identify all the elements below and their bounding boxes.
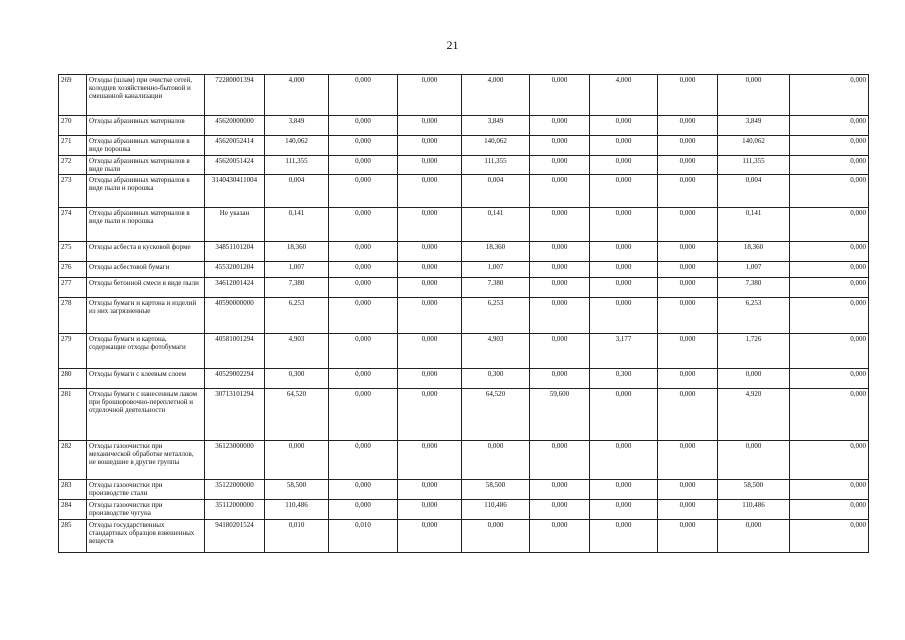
value-cell: 0,000 [658, 75, 718, 116]
value-cell: 0,000 [530, 242, 590, 262]
value-cell: 0,000 [590, 156, 658, 175]
value-cell: 0,000 [398, 208, 462, 242]
value-cell: 0,000 [329, 208, 398, 242]
value-cell: 0,000 [590, 136, 658, 156]
row-number-cell: 274 [59, 208, 87, 242]
row-number-cell: 276 [59, 262, 87, 278]
value-cell: 0,000 [530, 262, 590, 278]
row-number-cell: 279 [59, 334, 87, 369]
waste-code-cell: 40529002294 [205, 369, 265, 389]
value-cell: 0,000 [790, 441, 869, 480]
waste-name-cell: Отходы абразивных материалов в виде пыли и порошка [87, 208, 205, 242]
value-cell: 110,486 [265, 500, 329, 520]
value-cell: 0,000 [658, 208, 718, 242]
value-cell: 0,000 [398, 116, 462, 136]
value-cell: 64,520 [462, 389, 530, 441]
value-cell: 4,000 [462, 75, 530, 116]
value-cell: 59,600 [530, 389, 590, 441]
value-cell: 111,355 [462, 156, 530, 175]
row-number-cell: 284 [59, 500, 87, 520]
value-cell: 0,000 [530, 75, 590, 116]
value-cell: 0,010 [265, 520, 329, 553]
value-cell: 0,000 [530, 520, 590, 553]
value-cell: 0,000 [398, 334, 462, 369]
value-cell: 64,520 [265, 389, 329, 441]
value-cell: 3,849 [462, 116, 530, 136]
waste-table-body [59, 75, 869, 553]
row-number-cell: 285 [59, 520, 87, 553]
value-cell: 0,000 [590, 500, 658, 520]
waste-name-cell: Отходы асбестовой бумаги [87, 262, 205, 278]
table-row [59, 75, 869, 116]
value-cell: 0,000 [658, 334, 718, 369]
value-cell: 0,141 [265, 208, 329, 242]
value-cell: 18,360 [462, 242, 530, 262]
value-cell: 0,141 [462, 208, 530, 242]
value-cell: 0,000 [462, 441, 530, 480]
value-cell: 0,300 [462, 369, 530, 389]
value-cell: 3,177 [590, 334, 658, 369]
value-cell: 0,300 [265, 369, 329, 389]
waste-name-cell: Отходы абразивных материалов [87, 116, 205, 136]
value-cell: 0,000 [530, 208, 590, 242]
value-cell: 0,000 [790, 369, 869, 389]
value-cell: 0,000 [329, 334, 398, 369]
row-number-cell: 278 [59, 298, 87, 334]
row-number-cell: 280 [59, 369, 87, 389]
value-cell: 0,000 [790, 278, 869, 298]
waste-code-cell: 45532001204 [205, 262, 265, 278]
value-cell: 0,000 [329, 156, 398, 175]
table-row [59, 242, 869, 262]
waste-name-cell: Отходы бумаги и картона, содержащие отходы фотобумаги [87, 334, 205, 369]
value-cell: 0,004 [462, 175, 530, 208]
table-row [59, 278, 869, 298]
value-cell: 0,000 [790, 480, 869, 500]
value-cell: 0,000 [658, 116, 718, 136]
value-cell: 0,000 [398, 242, 462, 262]
value-cell: 0,000 [718, 520, 790, 553]
table-row [59, 334, 869, 369]
value-cell: 0,300 [590, 369, 658, 389]
waste-code-cell: 35112000000 [205, 500, 265, 520]
value-cell: 0,000 [398, 500, 462, 520]
value-cell: 0,010 [329, 520, 398, 553]
value-cell: 4,903 [462, 334, 530, 369]
value-cell: 0,000 [398, 480, 462, 500]
value-cell: 0,000 [658, 262, 718, 278]
waste-code-cell: 45620051424 [205, 156, 265, 175]
value-cell: 0,000 [718, 441, 790, 480]
waste-name-cell: Отходы (шлам) при очистке сетей, колодцев хозяйственно-бытовой и смешанной канализации [87, 75, 205, 116]
table-row [59, 262, 869, 278]
value-cell: 4,920 [718, 389, 790, 441]
value-cell: 0,000 [658, 500, 718, 520]
table-row [59, 156, 869, 175]
value-cell: 4,000 [265, 75, 329, 116]
waste-name-cell: Отходы абразивных материалов в виде порошка [87, 136, 205, 156]
value-cell: 0,000 [329, 441, 398, 480]
value-cell: 0,000 [790, 262, 869, 278]
value-cell: 0,000 [530, 278, 590, 298]
value-cell: 0,000 [658, 480, 718, 500]
value-cell: 0,000 [530, 500, 590, 520]
waste-name-cell: Отходы бетонной смеси в виде пыли [87, 278, 205, 298]
value-cell: 0,000 [530, 334, 590, 369]
value-cell: 0,000 [329, 136, 398, 156]
value-cell: 0,000 [658, 520, 718, 553]
value-cell: 110,486 [462, 500, 530, 520]
value-cell: 6,253 [265, 298, 329, 334]
waste-name-cell: Отходы бумаги с нанесенным лаком при брошюровочно-переплетной и отделочной деятельности [87, 389, 205, 441]
waste-code-cell: 3140430411004 [205, 175, 265, 208]
value-cell: 0,000 [329, 242, 398, 262]
value-cell: 0,000 [329, 75, 398, 116]
waste-name-cell: Отходы бумаги и картона и изделий из них загрязненные [87, 298, 205, 334]
value-cell: 4,000 [590, 75, 658, 116]
value-cell: 0,000 [398, 136, 462, 156]
value-cell: 140,062 [265, 136, 329, 156]
waste-name-cell: Отходы абразивных материалов в виде пыли [87, 156, 205, 175]
waste-code-cell: 40590000000 [205, 298, 265, 334]
value-cell: 0,000 [329, 278, 398, 298]
waste-code-cell: 94180201524 [205, 520, 265, 553]
table-row [59, 441, 869, 480]
waste-name-cell: Отходы асбеста в кусковой форме [87, 242, 205, 262]
waste-code-cell: 36123000000 [205, 441, 265, 480]
value-cell: 1,007 [265, 262, 329, 278]
value-cell: 7,380 [462, 278, 530, 298]
waste-name-cell: Отходы государственных стандартных образцов взвешенных веществ [87, 520, 205, 553]
value-cell: 0,000 [658, 278, 718, 298]
page-number: 21 [446, 38, 459, 52]
value-cell: 0,000 [590, 441, 658, 480]
value-cell: 0,000 [590, 262, 658, 278]
waste-table [58, 74, 869, 553]
value-cell: 0,000 [590, 242, 658, 262]
value-cell: 0,000 [329, 369, 398, 389]
value-cell: 0,000 [790, 520, 869, 553]
value-cell: 0,000 [590, 175, 658, 208]
value-cell: 0,000 [790, 500, 869, 520]
value-cell: 140,062 [718, 136, 790, 156]
waste-name-cell: Отходы газоочистки при производстве стали [87, 480, 205, 500]
waste-code-cell: 30713101294 [205, 389, 265, 441]
value-cell: 1,007 [462, 262, 530, 278]
value-cell: 0,000 [790, 208, 869, 242]
row-number-cell: 277 [59, 278, 87, 298]
row-number-cell: 275 [59, 242, 87, 262]
value-cell: 0,000 [530, 156, 590, 175]
value-cell: 0,000 [790, 116, 869, 136]
value-cell: 6,253 [718, 298, 790, 334]
value-cell: 0,000 [590, 480, 658, 500]
value-cell: 0,000 [329, 298, 398, 334]
value-cell: 0,000 [329, 389, 398, 441]
value-cell: 0,000 [790, 389, 869, 441]
value-cell: 18,360 [265, 242, 329, 262]
row-number-cell: 282 [59, 441, 87, 480]
waste-name-cell: Отходы газоочистки при производстве чугуна [87, 500, 205, 520]
value-cell: 7,380 [265, 278, 329, 298]
value-cell: 0,000 [398, 175, 462, 208]
table-row [59, 208, 869, 242]
value-cell: 0,000 [790, 298, 869, 334]
value-cell: 0,000 [590, 389, 658, 441]
value-cell: 0,000 [790, 242, 869, 262]
value-cell: 0,000 [329, 480, 398, 500]
value-cell: 0,000 [398, 369, 462, 389]
value-cell: 0,000 [530, 441, 590, 480]
value-cell: 0,000 [530, 369, 590, 389]
value-cell: 0,000 [590, 520, 658, 553]
value-cell: 0,000 [658, 156, 718, 175]
value-cell: 111,355 [265, 156, 329, 175]
waste-code-cell: 35122000000 [205, 480, 265, 500]
value-cell: 0,000 [718, 369, 790, 389]
waste-code-cell: 34851101204 [205, 242, 265, 262]
value-cell: 0,000 [398, 441, 462, 480]
row-number-cell: 283 [59, 480, 87, 500]
waste-code-cell: 40581001294 [205, 334, 265, 369]
value-cell: 6,253 [462, 298, 530, 334]
table-row [59, 369, 869, 389]
value-cell: 18,360 [718, 242, 790, 262]
value-cell: 0,000 [658, 298, 718, 334]
waste-name-cell: Отходы газоочистки при механической обработке металлов, не вошедшие в другие группы [87, 441, 205, 480]
value-cell: 3,849 [718, 116, 790, 136]
value-cell: 0,000 [790, 175, 869, 208]
value-cell: 0,000 [530, 298, 590, 334]
waste-name-cell: Отходы бумаги с клеевым слоем [87, 369, 205, 389]
table-row [59, 298, 869, 334]
row-number-cell: 269 [59, 75, 87, 116]
value-cell: 0,004 [718, 175, 790, 208]
waste-code-cell: 45620000000 [205, 116, 265, 136]
value-cell: 0,000 [398, 75, 462, 116]
value-cell: 0,000 [265, 441, 329, 480]
value-cell: 0,000 [790, 156, 869, 175]
value-cell: 0,000 [462, 520, 530, 553]
value-cell: 0,000 [398, 298, 462, 334]
value-cell: 110,486 [718, 500, 790, 520]
value-cell: 111,355 [718, 156, 790, 175]
value-cell: 0,000 [658, 175, 718, 208]
value-cell: 58,500 [462, 480, 530, 500]
table-row [59, 389, 869, 441]
table-row [59, 480, 869, 500]
value-cell: 0,000 [790, 334, 869, 369]
table-row [59, 520, 869, 553]
value-cell: 3,849 [265, 116, 329, 136]
table-row [59, 175, 869, 208]
value-cell: 0,000 [718, 75, 790, 116]
value-cell: 0,000 [658, 242, 718, 262]
waste-code-cell: 45620052414 [205, 136, 265, 156]
value-cell: 0,141 [718, 208, 790, 242]
waste-name-cell: Отходы абразивных материалов в виде пыли и порошка [87, 175, 205, 208]
row-number-cell: 272 [59, 156, 87, 175]
value-cell: 1,726 [718, 334, 790, 369]
waste-code-cell: Не указан [205, 208, 265, 242]
value-cell: 7,380 [718, 278, 790, 298]
value-cell: 0,000 [530, 480, 590, 500]
value-cell: 0,000 [398, 389, 462, 441]
row-number-cell: 270 [59, 116, 87, 136]
value-cell: 0,000 [398, 278, 462, 298]
value-cell: 0,000 [398, 520, 462, 553]
value-cell: 0,000 [590, 208, 658, 242]
value-cell: 0,000 [590, 116, 658, 136]
value-cell: 0,000 [398, 262, 462, 278]
value-cell: 0,000 [790, 75, 869, 116]
value-cell: 0,000 [658, 369, 718, 389]
value-cell: 0,004 [265, 175, 329, 208]
value-cell: 0,000 [590, 298, 658, 334]
value-cell: 1,007 [718, 262, 790, 278]
value-cell: 0,000 [329, 175, 398, 208]
row-number-cell: 281 [59, 389, 87, 441]
table-row [59, 136, 869, 156]
waste-code-cell: 34612001424 [205, 278, 265, 298]
table-row [59, 116, 869, 136]
value-cell: 0,000 [530, 116, 590, 136]
value-cell: 0,000 [398, 156, 462, 175]
value-cell: 0,000 [790, 136, 869, 156]
value-cell: 4,903 [265, 334, 329, 369]
waste-code-cell: 72280001394 [205, 75, 265, 116]
row-number-cell: 271 [59, 136, 87, 156]
value-cell: 58,500 [718, 480, 790, 500]
value-cell: 0,000 [658, 389, 718, 441]
value-cell: 140,062 [462, 136, 530, 156]
value-cell: 0,000 [329, 500, 398, 520]
value-cell: 0,000 [329, 262, 398, 278]
value-cell: 0,000 [530, 136, 590, 156]
value-cell: 0,000 [590, 278, 658, 298]
value-cell: 0,000 [658, 441, 718, 480]
value-cell: 0,000 [329, 116, 398, 136]
table-row [59, 500, 869, 520]
value-cell: 0,000 [530, 175, 590, 208]
row-number-cell: 273 [59, 175, 87, 208]
value-cell: 58,500 [265, 480, 329, 500]
value-cell: 0,000 [658, 136, 718, 156]
